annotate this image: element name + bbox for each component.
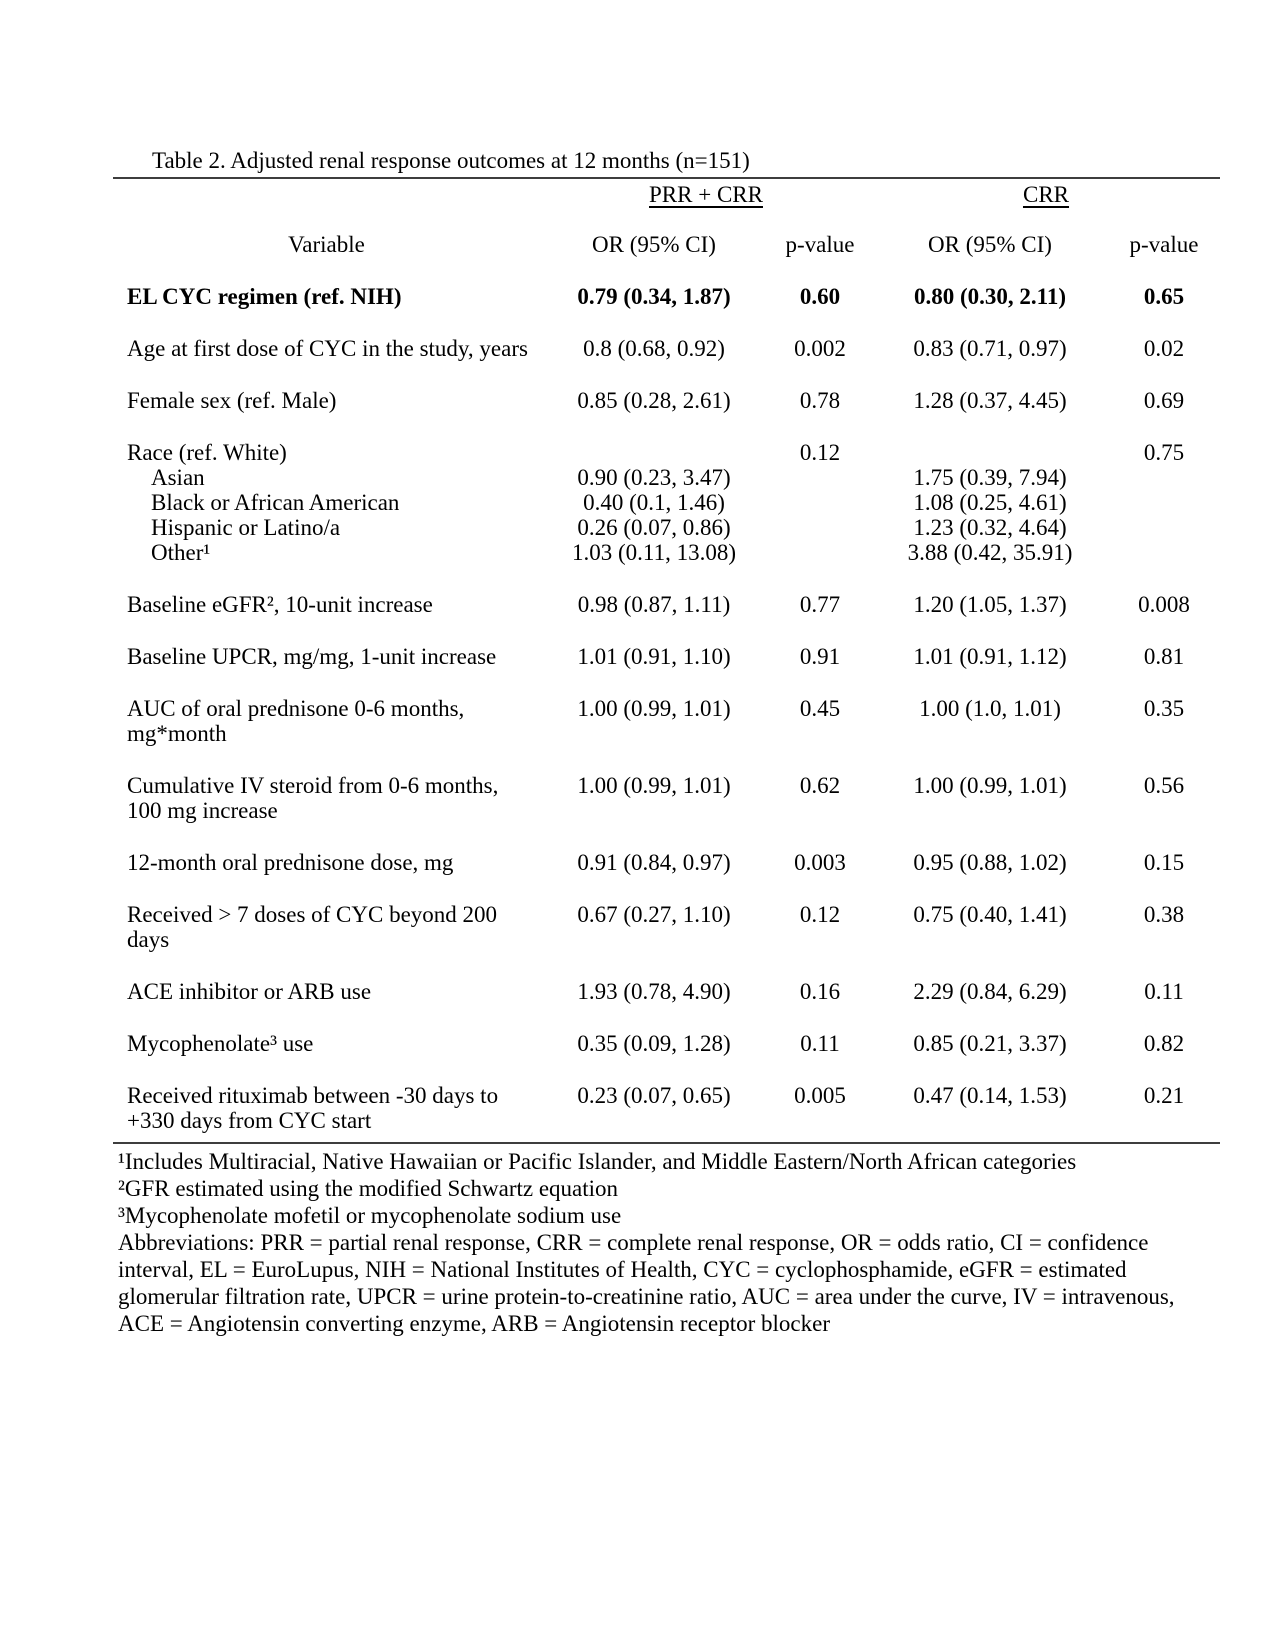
footnotes <box>113 1148 1220 1337</box>
or-ci-prr-crr: 0.91 (0.84, 0.97) <box>577 850 731 875</box>
col-header-p-value-crr: p-value <box>1129 232 1199 257</box>
footnote-line: ²GFR estimated using the modified Schwartz equation <box>118 1176 619 1201</box>
p-value-prr-crr: 0.78 <box>799 388 841 413</box>
p-value-prr-crr: 0.62 <box>799 773 841 798</box>
p-value-prr-crr <box>768 540 872 565</box>
or-ci-prr-crr: 0.40 (0.1, 1.46) <box>583 490 725 515</box>
or-ci-prr-crr: 0.90 (0.23, 3.47) <box>577 465 731 490</box>
p-value-crr: 0.38 <box>1143 902 1185 927</box>
or-ci-prr-crr: 1.03 (0.11, 13.08) <box>572 540 736 565</box>
p-value-prr-crr: 0.45 <box>799 696 841 721</box>
variable-label: EL CYC regimen (ref. NIH) <box>127 284 402 309</box>
table-row <box>113 979 1220 1004</box>
col-header-variable: Variable <box>288 232 365 257</box>
or-ci-crr: 0.75 (0.40, 1.41) <box>913 902 1067 927</box>
table-group-header-row <box>113 182 1220 207</box>
group-header-crr <box>872 182 1220 207</box>
variable-label: Other¹ <box>151 540 211 565</box>
p-value-crr <box>1108 540 1220 565</box>
variable-label: Hispanic or Latino/a <box>151 515 341 540</box>
variable-label: Mycophenolate³ use <box>127 1031 314 1056</box>
or-ci-crr: 1.23 (0.32, 4.64) <box>913 515 1067 540</box>
table-row <box>113 388 1220 413</box>
or-ci-crr: 2.29 (0.84, 6.29) <box>913 979 1067 1004</box>
p-value-crr: 0.82 <box>1143 1031 1185 1056</box>
or-ci-prr-crr: 0.79 (0.34, 1.87) <box>577 284 731 309</box>
table-row <box>113 773 1220 823</box>
p-value-prr-crr <box>768 465 872 490</box>
variable-label: Received > 7 doses of CYC beyond 200 days <box>127 902 498 952</box>
footnote-line: Abbreviations: PRR = partial renal response, CRR = complete renal response, OR = odds ratio, CI = confidence <box>118 1230 1149 1255</box>
p-value-prr-crr: 0.005 <box>794 1083 846 1108</box>
table-row <box>113 850 1220 875</box>
or-ci-crr: 1.75 (0.39, 7.94) <box>913 465 1067 490</box>
table-row <box>113 490 1220 515</box>
group-header-prr-crr <box>540 182 872 207</box>
or-ci-crr: 0.95 (0.88, 1.02) <box>913 850 1067 875</box>
or-ci-crr: 1.00 (0.99, 1.01) <box>913 773 1067 798</box>
footnote-line: ACE = Angiotensin converting enzyme, ARB = Angiotensin receptor blocker <box>118 1311 830 1336</box>
variable-label: Female sex (ref. Male) <box>127 388 337 413</box>
variable-label: Baseline eGFR², 10-unit increase <box>127 592 433 617</box>
p-value-crr: 0.81 <box>1143 644 1185 669</box>
p-value-crr: 0.35 <box>1143 696 1185 721</box>
p-value-crr <box>1108 465 1220 490</box>
variable-label: Black or African American <box>151 490 400 515</box>
footnote-line: interval, EL = EuroLupus, NIH = National Institutes of Health, CYC = cyclophosphamide, eGFR = estimated <box>118 1257 1127 1282</box>
or-ci-crr: 1.20 (1.05, 1.37) <box>913 592 1067 617</box>
or-ci-prr-crr: 0.23 (0.07, 0.65) <box>577 1083 731 1108</box>
footnote-line: ³Mycophenolate mofetil or mycophenolate sodium use <box>118 1203 622 1228</box>
p-value-prr-crr: 0.77 <box>799 592 841 617</box>
table-row <box>113 1031 1220 1056</box>
p-value-prr-crr: 0.16 <box>799 979 841 1004</box>
variable-label: Cumulative IV steroid from 0-6 months, 100 mg increase <box>127 773 499 823</box>
p-value-crr: 0.65 <box>1143 284 1185 309</box>
footnote-line: ¹Includes Multiracial, Native Hawaiian or Pacific Islander, and Middle Eastern/North African categories <box>118 1149 1077 1174</box>
table-row <box>113 902 1220 952</box>
table-row <box>113 540 1220 565</box>
or-ci-crr: 0.85 (0.21, 3.37) <box>913 1031 1067 1056</box>
table-row <box>113 336 1220 361</box>
or-ci-prr-crr: 0.67 (0.27, 1.10) <box>577 902 731 927</box>
or-ci-prr-crr: 0.35 (0.09, 1.28) <box>577 1031 731 1056</box>
or-ci-crr: 0.47 (0.14, 1.53) <box>913 1083 1067 1108</box>
table-row <box>113 696 1220 746</box>
col-header-or-ci-prr-crr: OR (95% CI) <box>592 232 716 257</box>
or-ci-prr-crr: 0.98 (0.87, 1.11) <box>577 592 731 617</box>
or-ci-crr: 1.01 (0.91, 1.12) <box>913 644 1067 669</box>
variable-label: 12-month oral prednisone dose, mg <box>127 850 454 875</box>
variable-label: Age at first dose of CYC in the study, years <box>127 336 528 361</box>
p-value-prr-crr <box>768 490 872 515</box>
p-value-prr-crr: 0.11 <box>800 1031 840 1056</box>
table-body <box>113 284 1220 1133</box>
p-value-prr-crr: 0.003 <box>794 850 846 875</box>
table-row <box>113 515 1220 540</box>
table-row <box>113 465 1220 490</box>
or-ci-prr-crr: 1.93 (0.78, 4.90) <box>577 979 731 1004</box>
or-ci-prr-crr: 1.00 (0.99, 1.01) <box>577 773 731 798</box>
p-value-prr-crr: 0.12 <box>799 440 841 465</box>
p-value-crr: 0.56 <box>1143 773 1185 798</box>
col-header-p-value-prr-crr: p-value <box>785 232 855 257</box>
or-ci-crr: 3.88 (0.42, 35.91) <box>907 540 1073 565</box>
table-region <box>113 177 1220 1337</box>
table-row <box>113 1083 1220 1133</box>
group-header-prr-crr-label: PRR + CRR <box>649 182 763 207</box>
or-ci-prr-crr: 0.26 (0.07, 0.86) <box>577 515 731 540</box>
table-row <box>113 440 1220 465</box>
or-ci-crr: 1.28 (0.37, 4.45) <box>913 388 1067 413</box>
p-value-crr: 0.15 <box>1143 850 1185 875</box>
footnote-line: glomerular filtration rate, UPCR = urine protein-to-creatinine ratio, AUC = area under the curve, IV = intravenous, <box>118 1284 1175 1309</box>
group-header-spacer <box>113 182 540 207</box>
or-ci-crr: 1.00 (1.0, 1.01) <box>919 696 1061 721</box>
p-value-crr: 0.21 <box>1143 1083 1185 1108</box>
p-value-crr: 0.02 <box>1143 336 1185 361</box>
variable-label: ACE inhibitor or ARB use <box>127 979 372 1004</box>
p-value-prr-crr: 0.12 <box>799 902 841 927</box>
or-ci-prr-crr: 1.00 (0.99, 1.01) <box>577 696 731 721</box>
group-header-crr-label: CRR <box>1022 182 1070 207</box>
or-ci-crr: 1.08 (0.25, 4.61) <box>913 490 1067 515</box>
table-header-row <box>113 232 1220 257</box>
p-value-crr: 0.69 <box>1143 388 1185 413</box>
p-value-crr: 0.008 <box>1138 592 1190 617</box>
p-value-prr-crr: 0.91 <box>799 644 841 669</box>
or-ci-crr <box>872 440 1108 465</box>
variable-label: Race (ref. White) <box>127 440 287 465</box>
table-row <box>113 592 1220 617</box>
variable-label: AUC of oral prednisone 0-6 months, mg*month <box>127 696 465 746</box>
or-ci-prr-crr: 0.85 (0.28, 2.61) <box>577 388 731 413</box>
variable-label: Received rituximab between -30 days to +330 days from CYC start <box>127 1083 499 1133</box>
table-title: Table 2. Adjusted renal response outcomes at 12 months (n=151) <box>152 148 750 173</box>
p-value-crr <box>1108 490 1220 515</box>
variable-label: Asian <box>151 465 205 490</box>
or-ci-prr-crr: 1.01 (0.91, 1.10) <box>577 644 731 669</box>
variable-label: Baseline UPCR, mg/mg, 1-unit increase <box>127 644 497 669</box>
table-row <box>113 284 1220 309</box>
results-table <box>113 177 1220 1144</box>
or-ci-crr: 0.80 (0.30, 2.11) <box>913 284 1067 309</box>
p-value-crr: 0.11 <box>1144 979 1184 1004</box>
p-value-crr <box>1108 515 1220 540</box>
or-ci-prr-crr <box>540 440 768 465</box>
or-ci-crr: 0.83 (0.71, 0.97) <box>913 336 1067 361</box>
col-header-or-ci-crr: OR (95% CI) <box>928 232 1052 257</box>
p-value-prr-crr: 0.60 <box>799 284 841 309</box>
p-value-prr-crr <box>768 515 872 540</box>
table-row <box>113 644 1220 669</box>
or-ci-prr-crr: 0.8 (0.68, 0.92) <box>583 336 725 361</box>
p-value-crr: 0.75 <box>1143 440 1185 465</box>
p-value-prr-crr: 0.002 <box>794 336 846 361</box>
